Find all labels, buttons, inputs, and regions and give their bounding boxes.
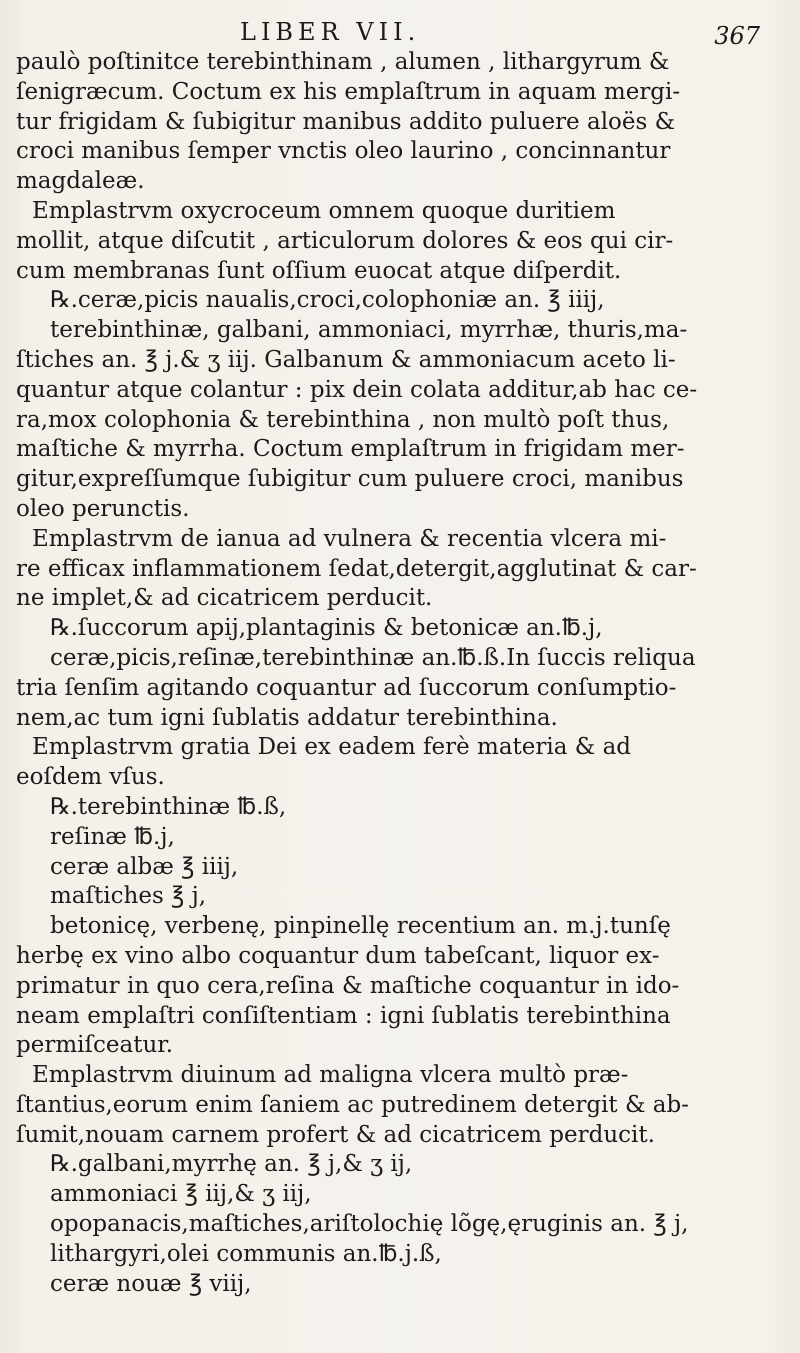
text-line: ceræ,picis,reſinæ,terebinthinæ an.℔.ß.In ſuccis reliqua <box>50 644 696 671</box>
text-line: tur frigidam & ſubigitur manibus addito puluere aloës & <box>16 108 676 135</box>
text-line: herbę ex vino albo coquantur dum tabeſcant, liquor ex- <box>16 942 660 969</box>
text-line: terebinthinæ, galbani, ammoniaci, myrrhæ, thuris,ma- <box>50 317 688 344</box>
text-line: ſtantius,eorum enim ſaniem ac putredinem detergit & ab- <box>16 1091 689 1118</box>
text-line: nem,ac tum igni ſublatis addatur terebinthina. <box>16 704 558 731</box>
text-line: Emplastrvm de ianua ad vulnera & recentia vlcera mi- <box>32 525 667 552</box>
text-line: ſtiches an. ℥ j.& ʒ iij. Galbanum & ammoniacum aceto li- <box>16 346 676 373</box>
text-line: ℞.ſuccorum apij,plantaginis & betonicæ an.℔.j, <box>50 615 603 642</box>
page-number: 367 <box>714 22 760 50</box>
text-line: ammoniaci ℥ iij,& ʒ iij, <box>50 1181 312 1208</box>
text-line: Emplastrvm gratia Dei ex eadem ferè materia & ad <box>32 734 631 761</box>
text-line: ℞.terebinthinæ ℔.ß, <box>50 793 287 820</box>
text-line: magdaleæ. <box>16 168 145 195</box>
text-line: ſumit,nouam carnem profert & ad cicatricem perducit. <box>16 1121 655 1148</box>
text-line: Emplastrvm diuinum ad maligna vlcera multò præ- <box>32 1062 629 1089</box>
text-line: maſtiche & myrrha. Coctum emplaſtrum in frigidam mer- <box>16 436 685 463</box>
text-line: eoſdem vſus. <box>16 764 165 791</box>
text-line: paulò poſtinitce terebinthinam , alumen , lithargyrum & <box>16 49 670 75</box>
text-line: neam emplaſtri conſiſtentiam : igni ſublatis terebinthina <box>16 1002 671 1029</box>
text-line: oleo perunctis. <box>16 495 190 522</box>
text-line: ſenigræcum. Coctum ex his emplaſtrum in aquam mergi- <box>16 78 681 105</box>
running-title: LIBER VII. <box>240 18 421 46</box>
text-line: betonicę, verbenę, pinpinellę recentium an. m.j.tunſę <box>50 913 671 940</box>
text-line: reſinæ ℔.j, <box>50 823 175 850</box>
text-line: ra,mox colophonia & terebinthina , non multò poſt thus, <box>16 406 670 433</box>
text-line: quantur atque colantur : pix dein colata additur,ab hac ce- <box>16 376 698 403</box>
text-line: maſtiches ℥ j, <box>50 883 207 910</box>
text-line: opopanacis,maſtiches,ariſtolochię lõgę,ęruginis an. ℥ j, <box>50 1211 689 1238</box>
text-line: tria ſenſim agitando coquantur ad ſuccorum conſumptio- <box>16 674 677 701</box>
text-line: Emplastrvm oxycroceum omnem quoque duritiem <box>32 197 616 224</box>
text-line: cum membranas ſunt oſſium euocat atque diſperdit. <box>16 257 622 284</box>
text-line: lithargyri,olei communis an.℔.j.ß, <box>50 1240 442 1267</box>
text-line: croci manibus ſemper vnctis oleo laurino , concinnantur <box>16 138 671 165</box>
text-line: ceræ nouæ ℥ viij, <box>50 1270 252 1297</box>
text-line: ℞.ceræ,picis naualis,croci,colophoniæ an. ℥ iiij, <box>50 287 605 314</box>
text-line: primatur in quo cera,reſina & maſtiche coquantur in ido- <box>16 972 680 999</box>
text-line: permiſceatur. <box>16 1032 174 1059</box>
text-line: re efficax inflammationem ſedat,detergit,agglutinat & car- <box>16 555 697 582</box>
body-text <box>16 48 776 1299</box>
text-line: gitur,expreſſumque ſubigitur cum puluere croci, manibus <box>16 466 684 493</box>
text-line: mollit, atque diſcutit , articulorum dolores & eos qui cir- <box>16 227 674 254</box>
text-line: ceræ albæ ℥ iiij, <box>50 853 239 880</box>
text-line: ℞.galbani,myrrhę an. ℥ j,& ʒ ij, <box>50 1151 413 1178</box>
text-line: ne implet,& ad cicatricem perducit. <box>16 585 433 612</box>
